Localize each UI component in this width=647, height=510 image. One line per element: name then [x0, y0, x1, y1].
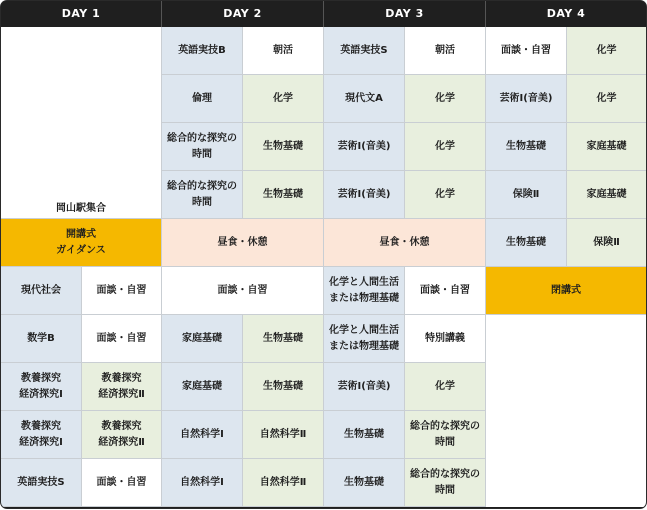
- day-1-meeting-cell: 岡山駅集合: [1, 27, 162, 219]
- day-1-class-cell: 教養探究 経済探究Ⅱ: [82, 411, 162, 459]
- day-1-class-cell: 教養探究 経済探究Ⅱ: [82, 363, 162, 411]
- day-1-header: DAY 1: [1, 1, 162, 27]
- day-3-class-cell: 芸術Ⅰ(音美): [324, 171, 405, 219]
- day-4-empty-area: [486, 315, 646, 507]
- day-3-class-cell: 英語実技S: [324, 27, 405, 75]
- day-1-class-cell: 数学B: [1, 315, 82, 363]
- day-3-class-cell: 特別講義: [405, 315, 486, 363]
- day-1-opening-ceremony: 開講式 ガイダンス: [1, 219, 162, 267]
- day-3-class-cell: 化学: [405, 123, 486, 171]
- day-2-class-cell: 倫理: [162, 75, 243, 123]
- day-3-class-cell: 総合的な探究の 時間: [405, 411, 486, 459]
- day-2-class-cell: 英語実技B: [162, 27, 243, 75]
- day-3-class-cell: 化学と人間生活 または物理基礎: [324, 267, 405, 315]
- day-3-header: DAY 3: [324, 1, 486, 27]
- day-2-class-cell: 総合的な探究の 時間: [162, 123, 243, 171]
- day-1-class-cell: 教養探究 経済探究Ⅰ: [1, 363, 82, 411]
- day-2-class-cell: 朝活: [243, 27, 324, 75]
- day-4-class-cell: 生物基礎: [486, 219, 567, 267]
- day-4-closing-ceremony: 閉講式: [486, 267, 646, 315]
- day-2-class-cell: 生物基礎: [243, 315, 324, 363]
- day-1-class-cell: 英語実技S: [1, 459, 82, 507]
- day-3-class-cell: 芸術Ⅰ(音美): [324, 123, 405, 171]
- day-2-class-cell: 生物基礎: [243, 123, 324, 171]
- day-4-class-cell: 生物基礎: [486, 123, 567, 171]
- day-2-class-cell: 自然科学Ⅱ: [243, 459, 324, 507]
- day-2-class-cell: 生物基礎: [243, 363, 324, 411]
- day-1-class-cell: 教養探究 経済探究Ⅰ: [1, 411, 82, 459]
- day-2-class-cell: 自然科学Ⅰ: [162, 411, 243, 459]
- day-3-class-cell: 朝活: [405, 27, 486, 75]
- day-1-class-cell: 現代社会: [1, 267, 82, 315]
- day-3-class-cell: 化学と人間生活 または物理基礎: [324, 315, 405, 363]
- day-2-class-cell: 家庭基礎: [162, 315, 243, 363]
- day-2-class-cell: 家庭基礎: [162, 363, 243, 411]
- day-3-class-cell: 化学: [405, 75, 486, 123]
- day-2-class-cell: 総合的な探究の 時間: [162, 171, 243, 219]
- day-4-class-cell: 保険Ⅱ: [567, 219, 646, 267]
- day-4-class-cell: 芸術Ⅰ(音美): [486, 75, 567, 123]
- day-3-class-cell: 面談・自習: [405, 267, 486, 315]
- day-4-class-cell: 家庭基礎: [567, 171, 646, 219]
- day-1-class-cell: 面談・自習: [82, 315, 162, 363]
- day-3-class-cell: 化学: [405, 171, 486, 219]
- day-3-class-cell: 生物基礎: [324, 459, 405, 507]
- day-2-interview-cell: 面談・自習: [162, 267, 324, 315]
- day-2-class-cell: 化学: [243, 75, 324, 123]
- day-2-class-cell: 自然科学Ⅰ: [162, 459, 243, 507]
- schedule-table: [1, 1, 646, 508]
- day-4-class-cell: 面談・自習: [486, 27, 567, 75]
- day-2-class-cell: 生物基礎: [243, 171, 324, 219]
- day-3-class-cell: 現代文A: [324, 75, 405, 123]
- day-4-class-cell: 家庭基礎: [567, 123, 646, 171]
- day-2-header: DAY 2: [162, 1, 324, 27]
- day-3-lunch-break: 昼食・休憩: [324, 219, 486, 267]
- day-2-class-cell: 自然科学Ⅱ: [243, 411, 324, 459]
- day-3-class-cell: 総合的な探究の 時間: [405, 459, 486, 507]
- day-4-header: DAY 4: [486, 1, 646, 27]
- day-3-class-cell: 化学: [405, 363, 486, 411]
- day-4-class-cell: 化学: [567, 27, 646, 75]
- day-4-class-cell: 保険Ⅱ: [486, 171, 567, 219]
- day-1-class-cell: 面談・自習: [82, 459, 162, 507]
- day-4-class-cell: 化学: [567, 75, 646, 123]
- day-2-lunch-break: 昼食・休憩: [162, 219, 324, 267]
- day-3-class-cell: 芸術Ⅰ(音美): [324, 363, 405, 411]
- day-1-class-cell: 面談・自習: [82, 267, 162, 315]
- day-3-class-cell: 生物基礎: [324, 411, 405, 459]
